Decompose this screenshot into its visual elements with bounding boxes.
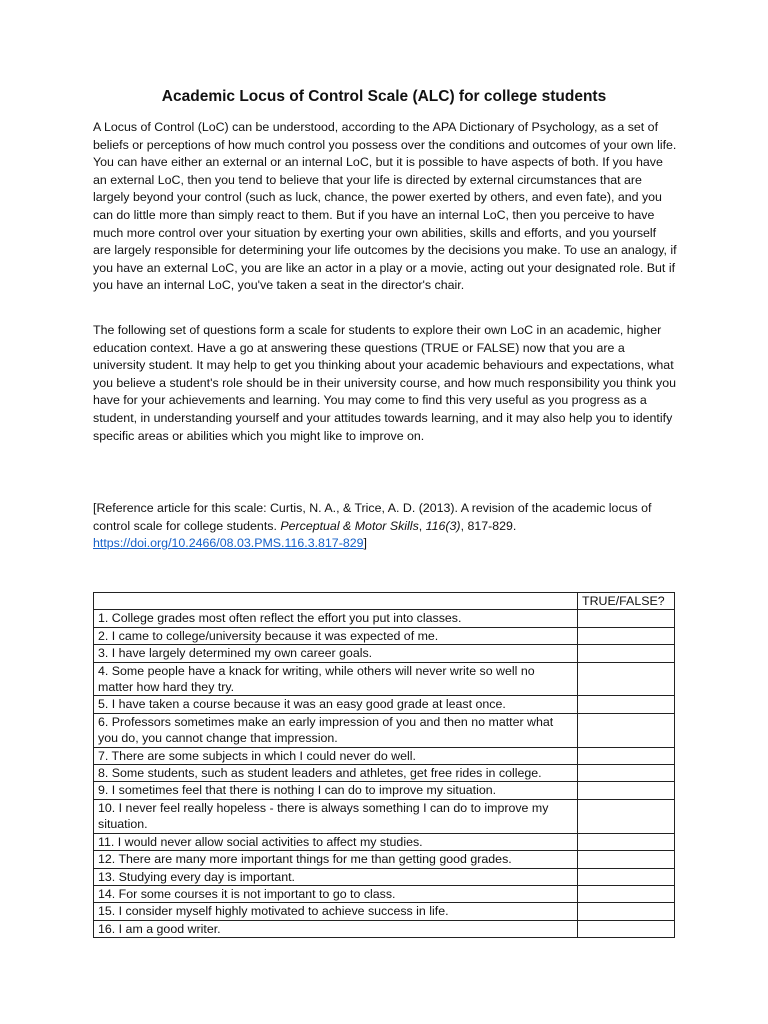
answer-column-header: TRUE/FALSE? xyxy=(578,593,675,610)
answer-cell[interactable] xyxy=(578,885,675,902)
journal-name: Perceptual & Motor Skills xyxy=(280,518,419,533)
question-cell: 10. I never feel really hopeless - there is always something I can do to improve my situation. xyxy=(94,799,578,833)
reference-prefix: [Reference article for this scale: Curtis, N. A., & Trice, A. D. (2013). A revision of the academic locus of control scale for college students. xyxy=(93,501,652,533)
table-header-row xyxy=(94,593,675,610)
question-cell: 15. I consider myself highly motivated to achieve success in life. xyxy=(94,903,578,920)
question-cell: 4. Some people have a knack for writing, while others will never write so well no matter how hard they try. xyxy=(94,662,578,696)
doi-link[interactable]: https://doi.org/10.2466/08.03.PMS.116.3.817-829 xyxy=(93,536,364,551)
answer-cell[interactable] xyxy=(578,610,675,627)
table-row xyxy=(94,782,675,799)
table-row xyxy=(94,833,675,850)
question-cell: 6. Professors sometimes make an early impression of you and then no matter what you do, you cannot change that impression. xyxy=(94,713,578,747)
question-cell: 8. Some students, such as student leaders and athletes, get free rides in college. xyxy=(94,765,578,782)
question-cell: 7. There are some subjects in which I could never do well. xyxy=(94,747,578,764)
questionnaire-table xyxy=(93,592,675,938)
intro-paragraph: A Locus of Control (LoC) can be understood, according to the APA Dictionary of Psychology, as a set of beliefs or perceptions of how much control you possess over the conditions and outcomes of your own life. You can have either an external or an internal LoC, but it is possible to have aspects of both. If you have an external LoC, then you tend to believe that your life is directed by external circumstances that are largely beyond your control (such as luck, chance, the power exerted by others, and even fate), and you can do little more than simply react to them. But if you have an internal LoC, then you perceive to have much more control over your situation by exerting your own abilities, skills and efforts, and you yourself are largely responsible for determining your life outcomes by the decisions you make. To use an analogy, if you have an external LoC, you are like an actor in a play or a movie, acting out your designated role. But if you have an internal LoC, you've taken a seat in the director's chair. xyxy=(93,120,677,293)
reference-suffix: ] xyxy=(363,536,367,551)
answer-cell[interactable] xyxy=(578,765,675,782)
answer-cell[interactable] xyxy=(578,868,675,885)
question-cell: 5. I have taken a course because it was an easy good grade at least once. xyxy=(94,696,578,713)
question-cell: 11. I would never allow social activities to affect my studies. xyxy=(94,833,578,850)
question-cell: 14. For some courses it is not important to go to class. xyxy=(94,885,578,902)
answer-cell[interactable] xyxy=(578,713,675,747)
separator: , xyxy=(418,518,426,533)
table-row xyxy=(94,799,675,833)
instructions-paragraph: The following set of questions form a scale for students to explore their own LoC in an academic, higher education context. Have a go at answering these questions (TRUE or FALSE) now that you are a university student. It may help to get you thinking about your academic behaviours and expectations, what you believe a student's role should be in their university course, and how much responsibility you think you have for your achievements and learning. You may come to find this very useful as you progress as a student, in understanding yourself and your attitudes towards learning, and it may also help you to identify specific areas or abilities which you might like to improve on. xyxy=(93,323,676,443)
table-row xyxy=(94,885,675,902)
document-title: Academic Locus of Control Scale (ALC) for college students xyxy=(161,88,607,105)
answer-cell[interactable] xyxy=(578,920,675,937)
reference-citation xyxy=(93,500,677,553)
table-row xyxy=(94,645,675,662)
table-row xyxy=(94,920,675,937)
question-cell: 1. College grades most often reflect the effort you put into classes. xyxy=(94,610,578,627)
question-cell: 2. I came to college/university because it was expected of me. xyxy=(94,627,578,644)
table-row xyxy=(94,662,675,696)
answer-cell[interactable] xyxy=(578,851,675,868)
answer-cell[interactable] xyxy=(578,782,675,799)
table-row xyxy=(94,851,675,868)
table-row xyxy=(94,903,675,920)
answer-cell[interactable] xyxy=(578,696,675,713)
journal-volume: 116(3) xyxy=(425,518,461,533)
table-row xyxy=(94,765,675,782)
answer-cell[interactable] xyxy=(578,833,675,850)
question-cell: 12. There are many more important things for me than getting good grades. xyxy=(94,851,578,868)
table-row xyxy=(94,747,675,764)
question-cell: 13. Studying every day is important. xyxy=(94,868,578,885)
table-row xyxy=(94,610,675,627)
table-row xyxy=(94,627,675,644)
question-cell: 9. I sometimes feel that there is nothing I can do to improve my situation. xyxy=(94,782,578,799)
table-row xyxy=(94,696,675,713)
question-cell: 16. I am a good writer. xyxy=(94,920,578,937)
answer-cell[interactable] xyxy=(578,903,675,920)
table-row xyxy=(94,868,675,885)
answer-cell[interactable] xyxy=(578,799,675,833)
answer-cell[interactable] xyxy=(578,627,675,644)
answer-cell[interactable] xyxy=(578,645,675,662)
header-blank-cell xyxy=(94,593,578,610)
question-cell: 3. I have largely determined my own career goals. xyxy=(94,645,578,662)
answer-cell[interactable] xyxy=(578,662,675,696)
table-row xyxy=(94,713,675,747)
answer-cell[interactable] xyxy=(578,747,675,764)
journal-pages: , 817-829. xyxy=(460,518,517,533)
